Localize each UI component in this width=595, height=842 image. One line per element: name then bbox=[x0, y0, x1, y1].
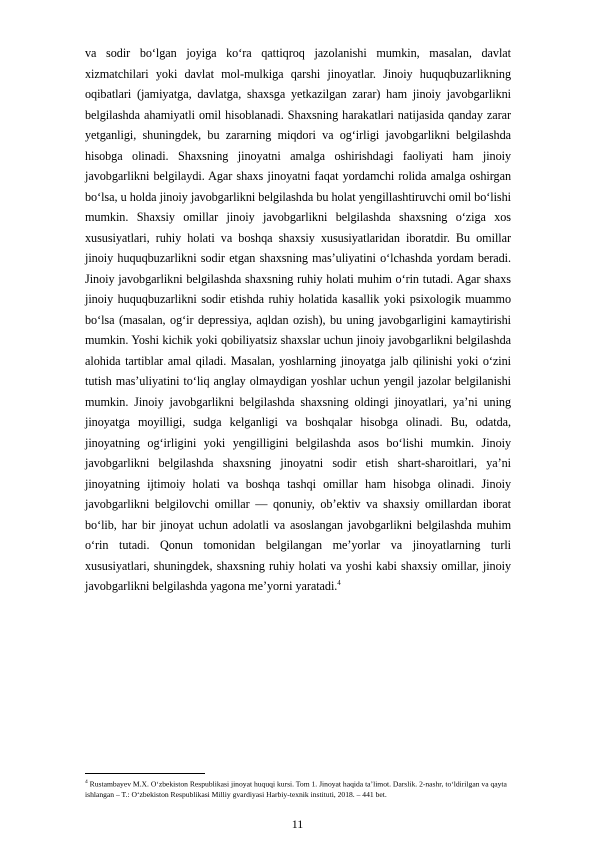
page-number: 11 bbox=[291, 817, 304, 831]
footnote-divider bbox=[85, 773, 205, 774]
footnote-text: Rustambayev M.X. O‘zbekiston Respublikasi jinoyat huquqi kursi. Tom 1. Jinoyat haqida ta’limot. Darslik. 2-nashr, to‘ldirilgan va qayta ishlangan – T.: O‘zbekiston Respublikasi Milliy gvardiyasi Harbiy-texnik instituti, 2018. – 441 bet. bbox=[85, 779, 507, 799]
footnote bbox=[85, 777, 511, 800]
footnote-reference[interactable]: 4 bbox=[337, 578, 341, 587]
footnote-number: 4 bbox=[85, 779, 88, 785]
body-paragraph bbox=[85, 43, 511, 597]
page-body bbox=[85, 43, 511, 597]
body-text: va sodir bo‘lgan joyiga ko‘ra qattiqroq jazolanishi mumkin, masalan, davlat xizmatchilari yoki davlat mol-mulkiga qarshi jinoyatlar. Jinoiy huquqbuzarlikning oqibatlari (jamiyatga, davlatga, shaxsga yetkazilgan zarar) ham jinoiy javobgarlikni belgilashda ahamiyatli omil hisoblanadi. Shaxsning harakatlari natijasida qanday zarar yetganligi, shuningdek, bu zararning miqdori va og‘irligi javobgarlikni belgilashda hisobga olinadi. Shaxsning jinoyatni amalga oshirishdagi faoliyati ham jinoiy javobgarlikni belgilaydi. Agar shaxs jinoyatni faqat yordamchi rolida amalga oshirgan bo‘lsa, u holda jinoiy javobgarlikni belgilashda bu holat yengillashtiruvchi omil bo‘lishi mumkin. Shaxsiy omillar jinoiy javobgarlikni belgilashda shaxsning o‘ziga xos xususiyatlari, ruhiy holati va boshqa shaxsiy xususiyatlaridan iboratdir. Bu omillar jinoiy huquqbuzarlikni sodir etgan shaxsning mas’uliyatini o‘lchashda yordam beradi. Jinoiy javobgarlikni belgilashda shaxsning ruhiy holati muhim o‘rin tutadi. Agar shaxs jinoiy huquqbuzarlikni sodir etishda ruhiy holatida kasallik yoki psixologik muammo bo‘lsa (masalan, og‘ir depressiya, aqldan ozish), bu uning javobgarligini kamaytirishi mumkin. Yoshi kichik yoki qobiliyatsiz shaxslar uchun jinoiy javobgarlikni belgilashda alohida tartiblar amal qiladi. Masalan, yoshlarning jinoyatga jalb qilinishi yoki o‘zini tutish mas’uliyatini to‘liq anglay olmaydigan yoshlar uchun yengil jazolar belgilanishi mumkin. Jinoiy javobgarlikni belgilashda shaxsning oldingi jinoyatlari, ya’ni uning jinoyatga moyilligi, sudga kelganligi va boshqalar hisobga olinadi. Bu, odatda, jinoyatning og‘irligini yoki yengilligini belgilashda asos bo‘lishi mumkin. Jinoiy javobgarlikni belgilashda shaxsning jinoyatni sodir etish shart-sharoitlari, ya’ni jinoyatning ijtimoiy holati va boshqa tashqi omillar ham hisobga olinadi. Jinoiy javobgarlikni belgilovchi omillar — qonuniy, ob’ektiv va shaxsiy omillardan iborat bo‘lib, har bir jinoyat uchun adolatli va asoslangan javobgarlikni belgilashda muhim o‘rin tutadi. Qonun tomonidan belgilangan me’yorlar va jinoyatlarning turli xususiyatlari, shuningdek, shaxsning ruhiy holati va yoshi kabi shaxsiy omillar, jinoiy javobgarlikni belgilashda yagona me’yorni yaratadi. bbox=[85, 46, 511, 593]
